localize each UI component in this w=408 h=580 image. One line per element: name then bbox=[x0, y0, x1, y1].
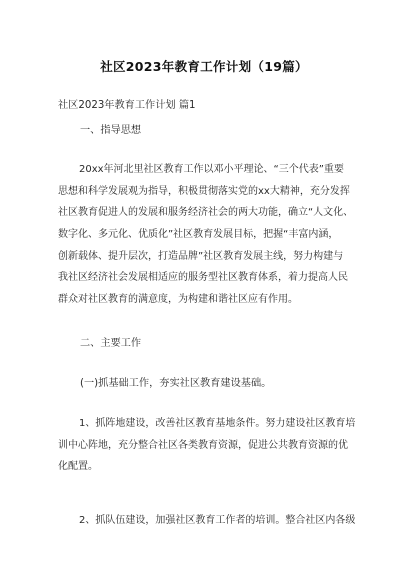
paragraph-position-building bbox=[58, 413, 358, 478]
paragraph-line: 群众对社区教育的满意度，为构建和谐社区应有作用。 bbox=[58, 294, 298, 306]
paragraph-line: 训中心阵地，充分整合社区各类教育资源，促进公共教育资源的优 bbox=[58, 439, 348, 451]
paragraph-line: 我社区经济社会发展相适应的服务型社区教育体系，着力提高人民 bbox=[58, 272, 348, 284]
paragraph-guiding-ideology bbox=[58, 159, 358, 311]
paragraph-line: 1、抓阵地建设，改善社区教育基地条件。努力建设社区教育培 bbox=[79, 418, 356, 429]
paragraph-line: 2、抓队伍建设，加强社区教育工作者的培训。整合社区内各级 bbox=[79, 515, 356, 526]
paragraph-line: 20xx年河北里社区教育工作以邓小平理论、“三个代表”重要 bbox=[79, 164, 344, 175]
paragraph-line: 化配置。 bbox=[58, 461, 98, 473]
document-title: 社区2023年教育工作计划（19篇） bbox=[100, 59, 308, 74]
section-heading-main-work: 二、主要工作 bbox=[80, 338, 142, 349]
paragraph-line: 思想和科学发展观为指导，积极贯彻落实党的xx大精神，充分发挥 bbox=[58, 185, 350, 197]
item-heading-basic-work: (一)抓基础工作，夯实社区教育建设基础。 bbox=[80, 378, 272, 389]
paragraph-line: 数字化、多元化、优质化”社区教育发展目标，把握“丰富内涵， bbox=[58, 229, 339, 241]
plan-subtitle: 社区2023年教育工作计划 篇1 bbox=[58, 100, 196, 111]
paragraph-line: 社区教育促进人的发展和服务经济社会的两大功能，确立“人文化、 bbox=[58, 207, 354, 219]
paragraph-team-building bbox=[58, 510, 358, 532]
section-heading-guiding-ideology: 一、指导思想 bbox=[80, 125, 142, 136]
paragraph-line: 创新载体、提升层次，打造品牌”社区教育发展主线，努力构建与 bbox=[58, 250, 344, 262]
